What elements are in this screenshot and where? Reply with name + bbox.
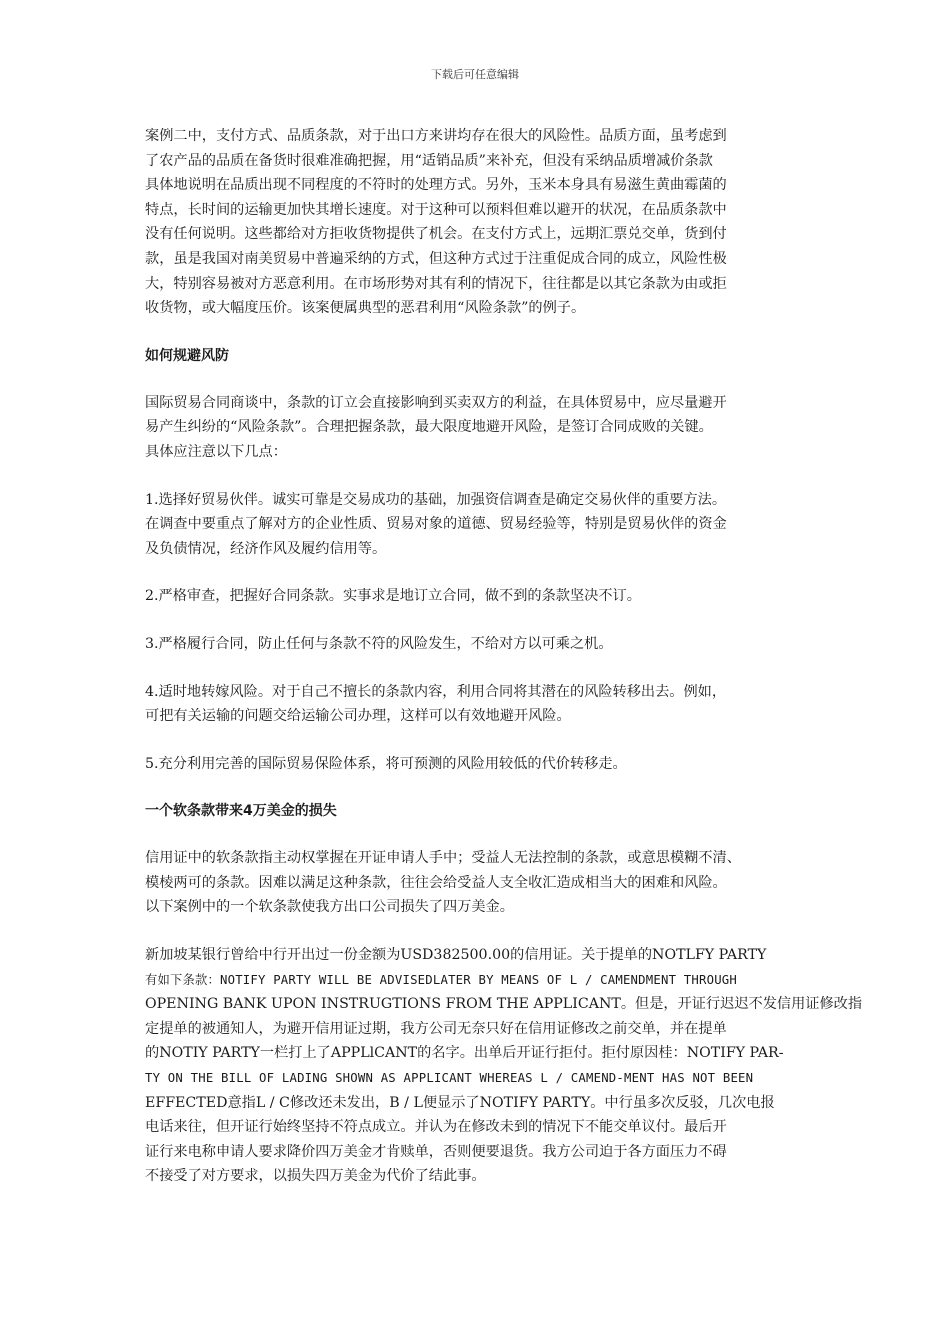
paragraph-singapore-bank-case (145, 943, 863, 1189)
list-item-1 (145, 488, 815, 562)
text-line: 电话来往，但开证行始终坚持不符点成立。并认为在修改未到的情况下不能交单议付。最后开 (145, 1119, 727, 1136)
list-item-2 (145, 584, 815, 609)
text-line: 的NOTIY PARTY一栏打上了APPLlCANT的名字。出单后开证行拒付。拒付原因桂：NOTIFY PAR- (145, 1045, 784, 1062)
text-line: 具体地说明在品质出现不同程度的不符时的处理方式。另外，玉米本身具有易滋生黄曲霉菌的 (145, 177, 727, 194)
text-line: 大，特别容易被对方恶意利用。在市场形势对其有利的情况下，往往都是以其它条款为由或拒 (145, 275, 727, 292)
text-line: 以下案例中的一个软条款使我方出口公司损失了四万美金。 (145, 899, 514, 916)
list-item-3 (145, 632, 815, 657)
text-line: 可把有关运输的问题交给运输公司办理，这样可以有效地避开风险。 (145, 708, 571, 725)
text-line: 特点，长时间的运输更加快其增长速度。对于这种可以预料但难以避开的状况，在品质条款中 (145, 201, 727, 218)
section-heading-risk-avoidance: 如何规避风防 (145, 347, 229, 364)
text-line: 定提单的被通知人，为避开信用证过期，我方公司无奈只好在信用证修改之前交单，并在提单 (145, 1020, 727, 1037)
text-line: 有如下条款：NOTIFY PARTY WILL BE ADVISEDLATER BY MEANS OF L / CAMENDMENT THROUGH (145, 972, 738, 987)
text-line: 信用证中的软条款指主动权掌握在开证申请人手中；受益人无法控制的条款，或意思模糊不清、 (145, 850, 741, 867)
text-line: TY ON THE BILL OF LADING SHOWN AS APPLICANT WHEREAS L / CAMEND-MENT HAS NOT BEEN (145, 1071, 754, 1086)
paragraph-case-two-analysis (145, 124, 815, 321)
text-line: OPENING BANK UPON INSTRUGTIONS FROM THE APPLICANT。但是，开证行迟迟不发信用证修改指 (145, 996, 863, 1013)
text-line: 具体应注意以下几点： (145, 443, 287, 460)
paragraph-contract-negotiation (145, 391, 815, 465)
text-line: 款，虽是我国对南美贸易中普遍采纳的方式，但这种方式过于注重促成合同的成立，风险性极 (145, 250, 727, 267)
paragraph-soft-clause-definition (145, 846, 815, 920)
list-item-5 (145, 752, 815, 777)
text-line: 收货物，或大幅度压价。该案便属典型的恶君利用“风险条款”的例子。 (145, 300, 586, 317)
text-line: 案例二中，支付方式、品质条款，对于出口方来讲均存在很大的风险性。品质方面，虽考虑到 (145, 128, 727, 144)
list-item-4 (145, 680, 815, 729)
text-line: 2.严格审查，把握好合同条款。实事求是地订立合同，做不到的条款坚决不订。 (145, 588, 641, 605)
section-heading-soft-clause-loss: 一个软条款带来4万美金的损失 (145, 803, 337, 820)
text-line: 在调查中要重点了解对方的企业性质、贸易对象的道德、贸易经验等，特别是贸易伙伴的资金 (145, 516, 727, 533)
text-line: 3.严格履行合同，防止任何与条款不符的风险发生，不给对方以可乘之机。 (145, 635, 613, 652)
text-line: 国际贸易合同商谈中，条款的订立会直接影响到买卖双方的利益，在具体贸易中，应尽量避开 (145, 394, 727, 411)
text-line: 了农产品的品质在备货时很难准确把握，用“适销品质”来补充，但没有采纳品质增减价条款 (145, 152, 713, 169)
text-line: 5.充分利用完善的国际贸易保险体系，将可预测的风险用较低的代价转移走。 (145, 755, 627, 772)
text-line: 新加坡某银行曾给中行开出过一份金额为USD382500.00的信用证。关于提单的NOTLFY PARTY (145, 947, 767, 964)
text-line: 没有任何说明。这些都给对方拒收货物提供了机会。在支付方式上，远期汇票兑交单，货到付 (145, 226, 727, 243)
text-line: 证行来电称申请人要求降价四万美金才肯赎单，否则便要退货。我方公司迫于各方面压力不碍 (145, 1143, 727, 1160)
text-line: 4.适时地转嫁风险。对于自己不擅长的条款内容，利用合同将其潜在的风险转移出去。例如， (145, 683, 727, 700)
text-line: 1.选择好贸易伙伴。诚实可靠是交易成功的基础，加强资信调查是确定交易伙伴的重要方法。 (145, 491, 727, 508)
document-body (145, 124, 863, 1212)
text-line: 及负债情况，经济作风及履约信用等。 (145, 540, 387, 557)
text-line: 不接受了对方要求，以损失四万美金为代价了结此事。 (145, 1168, 486, 1185)
page-header-note: 下载后可任意编辑 (431, 68, 519, 81)
text-line: 易产生纠纷的“风险条款”。合理把握条款，最大限度地避开风险，是签订合同成败的关键。 (145, 419, 713, 436)
text-line: EFFECTED意指L / C修改还未发出，B / L便显示了NOTIFY PARTY。中行虽多次反驳，几次电报 (145, 1094, 775, 1111)
text-line: 模棱两可的条款。因难以满足这种条款，往往会给受益人支全收汇造成相当大的困难和风险。 (145, 874, 727, 891)
